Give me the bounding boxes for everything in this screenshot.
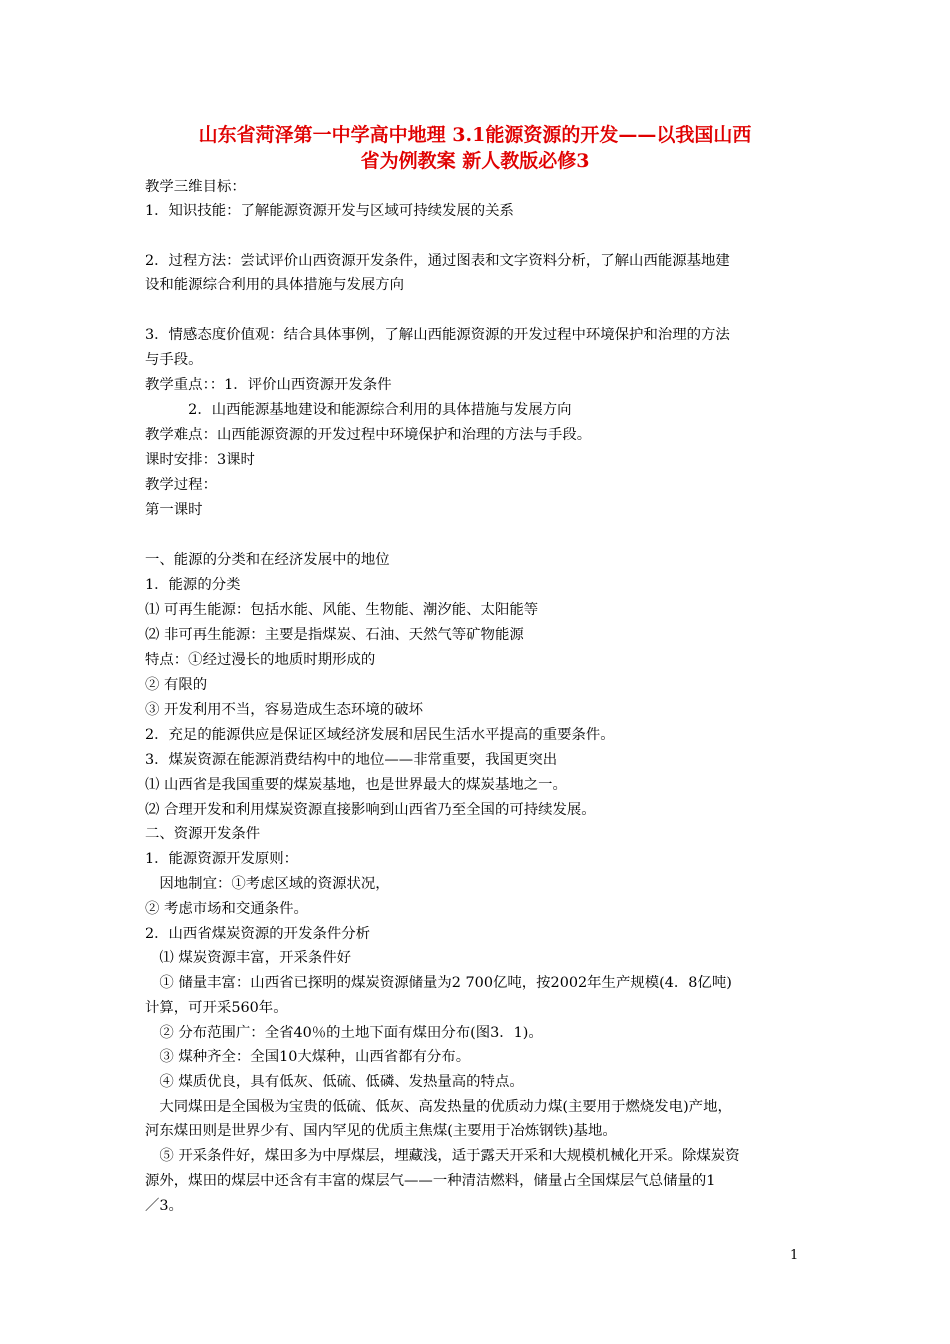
document-title: [140, 122, 810, 174]
text-line: 河东煤田则是世界少有、国内罕见的优质主焦煤(主要用于冶炼钢铁)基地。: [145, 1123, 617, 1139]
title-line-1: 山东省菏泽第一中学高中地理 3.1能源资源的开发——以我国山西: [198, 124, 752, 146]
text-line: 教学重点：：1．评价山西资源开发条件: [145, 377, 392, 393]
text-line: ⑴ 煤炭资源丰富，开采条件好: [145, 950, 352, 966]
text-line: 设和能源综合利用的具体措施与发展方向: [145, 277, 405, 293]
text-line: ⑤ 开采条件好，煤田多为中厚煤层，埋藏浅，适于露天开采和大规模机械化开采。除煤炭资: [145, 1148, 740, 1164]
text-line: ③ 煤种齐全：全国10大煤种，山西省都有分布。: [145, 1049, 471, 1065]
text-line: 第一课时: [145, 502, 203, 518]
title-line-2: 省为例教案 新人教版必修3: [360, 150, 590, 172]
text-line: 1．知识技能：了解能源资源开发与区域可持续发展的关系: [145, 203, 514, 219]
text-line: ／3。: [145, 1198, 183, 1214]
text-line: ① 储量丰富：山西省已探明的煤炭资源储量为2 700亿吨，按2002年生产规模(4．8亿吨): [145, 975, 732, 991]
text-line: 1．能源资源开发原则：: [145, 851, 299, 867]
text-line: 因地制宜：①考虑区域的资源状况，: [145, 876, 390, 892]
text-line: ⑵ 非可再生能源：主要是指煤炭、石油、天然气等矿物能源: [145, 627, 524, 643]
text-line: 3．情感态度价值观：结合具体事例，了解山西能源资源的开发过程中环境保护和治理的方法: [145, 327, 730, 343]
text-line: 二、资源开发条件: [145, 826, 261, 842]
text-line: 2．山西省煤炭资源的开发条件分析: [145, 926, 371, 942]
text-line: ③ 开发利用不当，容易造成生态环境的破坏: [145, 702, 423, 718]
page-number: 1: [790, 1248, 799, 1263]
text-line: 计算，可开采560年。: [145, 1000, 288, 1016]
text-line: 2．山西能源基地建设和能源综合利用的具体措施与发展方向: [145, 402, 572, 418]
text-line: 与手段。: [145, 352, 203, 368]
text-line: 2．过程方法：尝试评价山西资源开发条件，通过图表和文字资料分析，了解山西能源基地建: [145, 253, 730, 269]
text-line: ④ 煤质优良，具有低灰、低硫、低磷、发热量高的特点。: [145, 1074, 524, 1090]
text-line: 2．充足的能源供应是保证区域经济发展和居民生活水平提高的重要条件。: [145, 727, 615, 743]
text-line: ② 分布范围广：全省40％的土地下面有煤田分布(图3．1)。: [145, 1025, 543, 1041]
text-line: 特点：①经过漫长的地质时期形成的: [145, 652, 376, 668]
text-line: 源外，煤田的煤层中还含有丰富的煤层气——一种清洁燃料，储量占全国煤层气总储量的1: [145, 1173, 716, 1189]
text-line: 课时安排：3课时: [145, 452, 255, 468]
text-line: 1．能源的分类: [145, 577, 241, 593]
text-line: 3．煤炭资源在能源消费结构中的地位——非常重要，我国更突出: [145, 752, 558, 768]
text-line: 教学过程：: [145, 477, 217, 493]
text-line: 一、能源的分类和在经济发展中的地位: [145, 552, 390, 568]
text-line: ⑴ 山西省是我国重要的煤炭基地，也是世界最大的煤炭基地之一。: [145, 777, 567, 793]
text-line: ② 有限的: [145, 677, 208, 693]
text-line: 教学三维目标：: [145, 179, 246, 195]
text-line: 大同煤田是全国极为宝贵的低硫、低灰、高发热量的优质动力煤(主要用于燃烧发电)产地，: [145, 1099, 732, 1115]
text-line: ⑵ 合理开发和利用煤炭资源直接影响到山西省乃至全国的可持续发展。: [145, 802, 596, 818]
text-line: ② 考虑市场和交通条件。: [145, 901, 308, 917]
text-line: 教学难点：山西能源资源的开发过程中环境保护和治理的方法与手段。: [145, 427, 592, 443]
text-line: ⑴ 可再生能源：包括水能、风能、生物能、潮汐能、太阳能等: [145, 602, 539, 618]
